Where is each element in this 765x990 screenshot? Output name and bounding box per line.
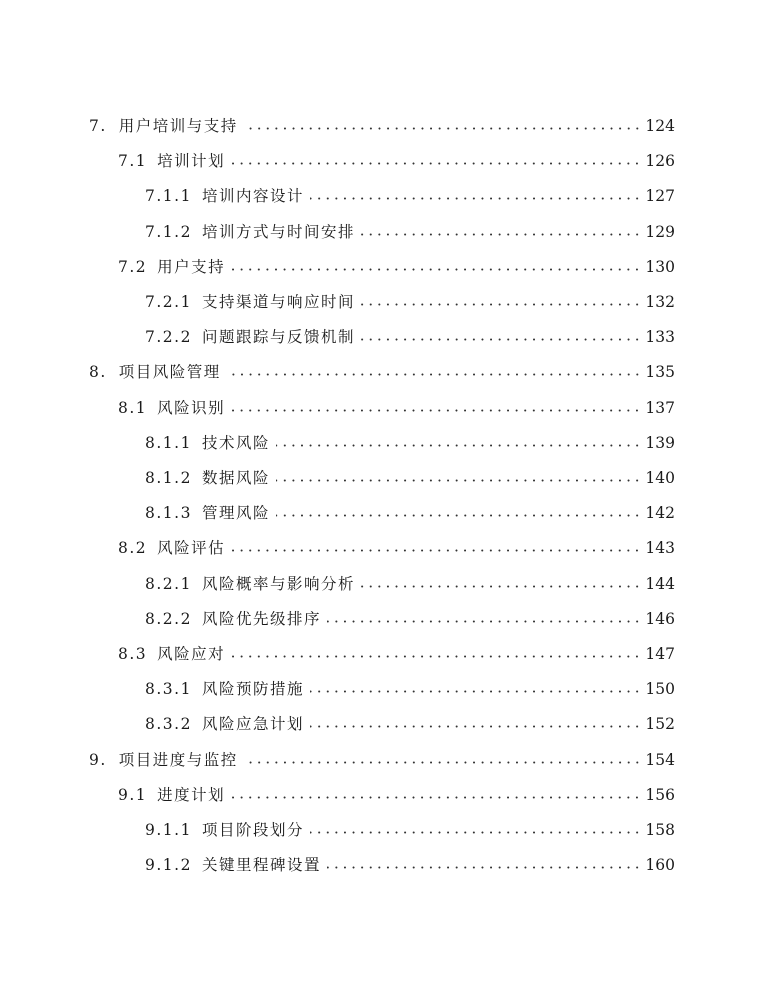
toc-entry-title: 数据风险 bbox=[201, 469, 270, 487]
toc-entry-8-2-1[interactable] bbox=[145, 572, 675, 596]
toc-entry-number: 9.1.1 bbox=[145, 821, 192, 839]
dot-leader bbox=[276, 435, 641, 451]
dot-leader bbox=[361, 294, 641, 310]
toc-entry-number: 7.1.2 bbox=[145, 223, 192, 241]
toc-entry-page: 150 bbox=[645, 680, 675, 698]
toc-entry-number: 7.1.1 bbox=[145, 187, 192, 205]
toc-entry-7[interactable] bbox=[89, 114, 675, 138]
toc-entry-title: 培训计划 bbox=[157, 152, 226, 170]
toc-entry-page: 130 bbox=[645, 258, 675, 276]
toc-entry-page: 132 bbox=[645, 293, 675, 311]
dot-leader bbox=[310, 716, 641, 732]
toc-entry-page: 140 bbox=[645, 469, 675, 487]
dot-leader bbox=[244, 752, 642, 768]
toc-entry-number: 8.3 bbox=[118, 645, 148, 663]
toc-entry-number: 8.1.2 bbox=[145, 469, 192, 487]
toc-entry-number: 7.2.1 bbox=[145, 293, 192, 311]
toc-entry-page: 127 bbox=[645, 187, 675, 205]
dot-leader bbox=[361, 576, 641, 592]
toc-entry-title: 风险预防措施 bbox=[201, 680, 304, 698]
dot-leader bbox=[327, 611, 641, 627]
toc-entry-7-1[interactable] bbox=[118, 149, 675, 173]
toc-entry-7-2[interactable] bbox=[118, 255, 675, 279]
toc-entry-number: 8. bbox=[89, 363, 107, 381]
toc-entry-8[interactable] bbox=[89, 360, 675, 384]
toc-entry-title: 风险概率与影响分析 bbox=[201, 575, 355, 593]
toc-entry-title: 进度计划 bbox=[157, 786, 226, 804]
toc-entry-number: 9.1.2 bbox=[145, 856, 192, 874]
dot-leader bbox=[327, 857, 641, 873]
toc-entry-7-2-2[interactable] bbox=[145, 325, 675, 349]
toc-entry-page: 147 bbox=[645, 645, 675, 663]
toc-entry-page: 126 bbox=[645, 152, 675, 170]
toc-entry-page: 124 bbox=[645, 117, 675, 135]
toc-entry-number: 8.2.2 bbox=[145, 610, 192, 628]
toc-entry-number: 8.1 bbox=[118, 399, 148, 417]
toc-entry-8-1-1[interactable] bbox=[145, 431, 675, 455]
toc-entry-8-3-2[interactable] bbox=[145, 712, 675, 736]
toc-entry-title: 关键里程碑设置 bbox=[201, 856, 321, 874]
dot-leader bbox=[231, 646, 641, 662]
dot-leader bbox=[310, 681, 641, 697]
toc-entry-number: 8.1.3 bbox=[145, 504, 192, 522]
toc-entry-page: 152 bbox=[645, 715, 675, 733]
toc-entry-number: 7.2.2 bbox=[145, 328, 192, 346]
toc-entry-page: 158 bbox=[645, 821, 675, 839]
dot-leader bbox=[231, 787, 641, 803]
toc-entry-8-1[interactable] bbox=[118, 396, 675, 420]
dot-leader bbox=[276, 505, 641, 521]
dot-leader bbox=[276, 470, 641, 486]
toc-entry-title: 项目阶段划分 bbox=[201, 821, 304, 839]
toc-entry-number: 9. bbox=[89, 751, 107, 769]
toc-entry-number: 7.1 bbox=[118, 152, 148, 170]
toc-entry-7-1-1[interactable] bbox=[145, 184, 675, 208]
toc-entry-title: 项目风险管理 bbox=[118, 363, 221, 381]
dot-leader bbox=[231, 259, 641, 275]
toc-entry-page: 129 bbox=[645, 223, 675, 241]
toc-entry-title: 培训内容设计 bbox=[201, 187, 304, 205]
toc-entry-page: 139 bbox=[645, 434, 675, 452]
toc-entry-page: 133 bbox=[645, 328, 675, 346]
toc-entry-8-3-1[interactable] bbox=[145, 677, 675, 701]
toc-entry-number: 8.1.1 bbox=[145, 434, 192, 452]
dot-leader bbox=[231, 153, 641, 169]
toc-entry-7-2-1[interactable] bbox=[145, 290, 675, 314]
toc-entry-8-3[interactable] bbox=[118, 642, 675, 666]
toc-entry-number: 9.1 bbox=[118, 786, 148, 804]
toc-entry-9-1[interactable] bbox=[118, 783, 675, 807]
toc-entry-page: 156 bbox=[645, 786, 675, 804]
toc-entry-title: 风险评估 bbox=[157, 539, 226, 557]
toc-entry-page: 146 bbox=[645, 610, 675, 628]
toc-entry-9-1-1[interactable] bbox=[145, 818, 675, 842]
toc-entry-number: 8.2 bbox=[118, 539, 148, 557]
toc-entry-title: 风险应对 bbox=[157, 645, 226, 663]
dot-leader bbox=[231, 540, 641, 556]
toc-entry-7-1-2[interactable] bbox=[145, 220, 675, 244]
toc-entry-number: 8.3.1 bbox=[145, 680, 192, 698]
toc-entry-9[interactable] bbox=[89, 748, 675, 772]
toc-entry-9-1-2[interactable] bbox=[145, 853, 675, 877]
toc-entry-8-2[interactable] bbox=[118, 536, 675, 560]
toc-entry-page: 142 bbox=[645, 504, 675, 522]
dot-leader bbox=[244, 118, 642, 134]
toc-entry-title: 项目进度与监控 bbox=[118, 751, 238, 769]
toc-entry-page: 144 bbox=[645, 575, 675, 593]
toc-entry-title: 问题跟踪与反馈机制 bbox=[201, 328, 355, 346]
toc-entry-page: 154 bbox=[645, 751, 675, 769]
toc-entry-page: 135 bbox=[645, 363, 675, 381]
toc-entry-number: 7. bbox=[89, 117, 107, 135]
toc-entry-8-1-2[interactable] bbox=[145, 466, 675, 490]
dot-leader bbox=[361, 224, 641, 240]
dot-leader bbox=[310, 188, 641, 204]
toc-entry-title: 用户支持 bbox=[157, 258, 226, 276]
toc-entry-page: 143 bbox=[645, 539, 675, 557]
toc-entry-number: 7.2 bbox=[118, 258, 148, 276]
toc-entry-page: 137 bbox=[645, 399, 675, 417]
toc-entry-title: 用户培训与支持 bbox=[118, 117, 238, 135]
toc-entry-title: 培训方式与时间安排 bbox=[201, 223, 355, 241]
toc-entry-title: 管理风险 bbox=[201, 504, 270, 522]
toc-entry-title: 风险识别 bbox=[157, 399, 226, 417]
toc-entry-number: 8.2.1 bbox=[145, 575, 192, 593]
toc-entry-title: 技术风险 bbox=[201, 434, 270, 452]
toc-entry-title: 支持渠道与响应时间 bbox=[201, 293, 355, 311]
toc-entry-8-1-3[interactable] bbox=[145, 501, 675, 525]
dot-leader bbox=[310, 822, 641, 838]
dot-leader bbox=[231, 400, 641, 416]
toc-entry-title: 风险优先级排序 bbox=[201, 610, 321, 628]
toc-entry-8-2-2[interactable] bbox=[145, 607, 675, 631]
toc-entry-number: 8.3.2 bbox=[145, 715, 192, 733]
dot-leader bbox=[361, 329, 641, 345]
toc-entry-page: 160 bbox=[645, 856, 675, 874]
dot-leader bbox=[227, 364, 642, 380]
toc-entry-title: 风险应急计划 bbox=[201, 715, 304, 733]
